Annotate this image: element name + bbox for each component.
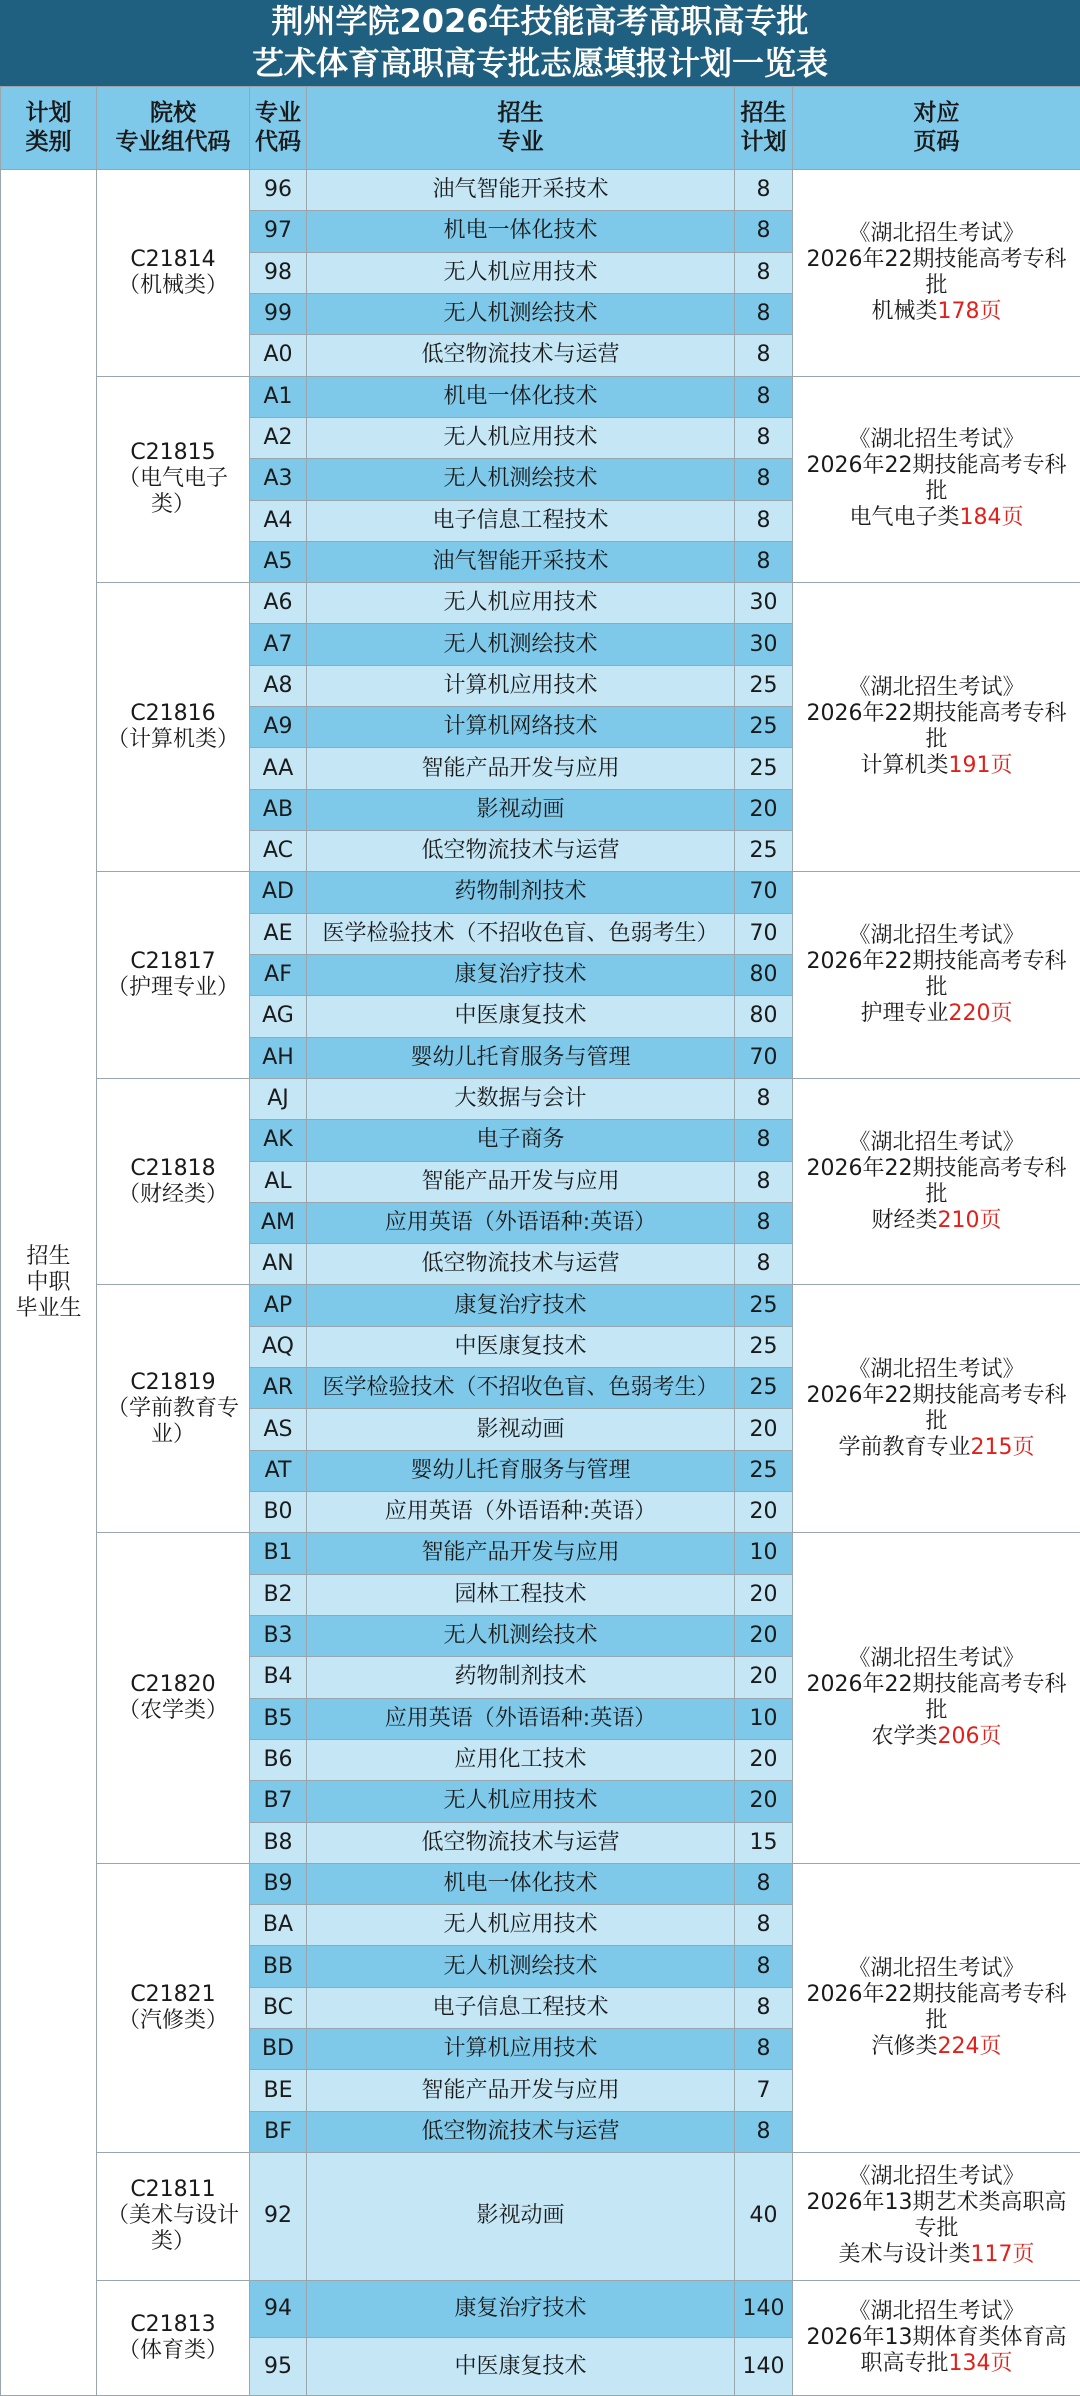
page-number: 134页 [948,2350,1013,2376]
major-code: AT [250,1450,307,1491]
header-group: 院校 专业组代码 [97,87,250,170]
major-name: 计算机网络技术 [307,707,735,748]
major-code: AS [250,1409,307,1450]
major-name: 计算机应用技术 [307,2029,735,2070]
major-name: 电子信息工程技术 [307,1987,735,2028]
major-name: 康复治疗技术 [307,2280,735,2337]
enrollment-count: 8 [735,541,793,582]
plan-category: 招生 中职 毕业生 [1,170,97,2396]
major-code: 94 [250,2280,307,2337]
enrollment-count: 25 [735,1285,793,1326]
major-name: 药物制剂技术 [307,1657,735,1698]
group-code: C21813 （体育类） [97,2280,250,2395]
major-code: B3 [250,1615,307,1656]
enrollment-count: 70 [735,1037,793,1078]
major-code: AB [250,789,307,830]
major-name: 电子商务 [307,1120,735,1161]
major-code: 92 [250,2153,307,2281]
major-code: AC [250,831,307,872]
plan-table-body [1,170,1080,2396]
major-code: AH [250,1037,307,1078]
title-line-1: 荆州学院2026年技能高考高职高专批 [271,2,809,40]
page-reference: 《湖北招生考试》 2026年22期技能高考专科 批 农学类206页 [793,1533,1080,1864]
enrollment-count: 8 [735,1078,793,1119]
major-name: 康复治疗技术 [307,954,735,995]
major-name: 智能产品开发与应用 [307,748,735,789]
table-row [1,1078,1080,1119]
enrollment-count: 8 [735,1987,793,2028]
major-code: 96 [250,170,307,211]
enrollment-count: 25 [735,748,793,789]
major-name: 应用英语（外语语种:英语） [307,1202,735,1243]
major-name: 智能产品开发与应用 [307,2070,735,2111]
major-code: BE [250,2070,307,2111]
page-reference: 《湖北招生考试》 2026年22期技能高考专科 批 护理专业220页 [793,872,1080,1079]
major-name: 低空物流技术与运营 [307,335,735,376]
major-code: AG [250,996,307,1037]
table-row [1,1285,1080,1326]
enrollment-count: 30 [735,583,793,624]
enrollment-count: 20 [735,1615,793,1656]
major-code: 95 [250,2338,307,2396]
major-name: 无人机测绘技术 [307,1615,735,1656]
group-code: C21818 （财经类） [97,1078,250,1285]
enrollment-count: 8 [735,376,793,417]
major-code: B2 [250,1574,307,1615]
page-reference: 《湖北招生考试》 2026年22期技能高考专科 批 汽修类224页 [793,1863,1080,2152]
page-number: 210页 [937,1207,1002,1233]
page-reference: 《湖北招生考试》 2026年22期技能高考专科 批 电气电子类184页 [793,376,1080,583]
major-code: AA [250,748,307,789]
major-name: 机电一体化技术 [307,376,735,417]
major-name: 中医康复技术 [307,1326,735,1367]
page-number: 191页 [948,753,1013,779]
group-code: C21816 （计算机类） [97,583,250,872]
major-code: AK [250,1120,307,1161]
major-name: 低空物流技术与运营 [307,831,735,872]
group-code: C21819 （学前教育专 业） [97,1285,250,1533]
major-name: 机电一体化技术 [307,1863,735,1904]
major-name: 婴幼儿托育服务与管理 [307,1037,735,1078]
major-code: B8 [250,1822,307,1863]
major-name: 电子信息工程技术 [307,500,735,541]
enrollment-count: 7 [735,2070,793,2111]
major-code: 98 [250,252,307,293]
major-code: B0 [250,1492,307,1533]
table-row [1,2280,1080,2337]
major-code: AE [250,913,307,954]
major-name: 影视动画 [307,2153,735,2281]
major-code: A6 [250,583,307,624]
major-name: 低空物流技术与运营 [307,1822,735,1863]
enrollment-count: 140 [735,2280,793,2337]
major-name: 康复治疗技术 [307,1285,735,1326]
enrollment-count: 8 [735,459,793,500]
major-code: AF [250,954,307,995]
page-reference: 《湖北招生考试》 2026年13期艺术类高职高 专批 美术与设计类117页 [793,2153,1080,2281]
enrollment-count: 25 [735,665,793,706]
page-number: 184页 [959,505,1024,531]
major-name: 园林工程技术 [307,1574,735,1615]
major-name: 应用英语（外语语种:英语） [307,1698,735,1739]
header-page: 对应 页码 [793,87,1080,170]
enrollment-count: 8 [735,211,793,252]
major-name: 无人机测绘技术 [307,459,735,500]
page-reference: 《湖北招生考试》 2026年22期技能高考专科 批 财经类210页 [793,1078,1080,1285]
enrollment-count: 140 [735,2338,793,2396]
enrollment-count: 20 [735,1781,793,1822]
page-number: 206页 [937,1724,1002,1750]
enrollment-count: 20 [735,1574,793,1615]
enrollment-count: 80 [735,954,793,995]
enrollment-count: 20 [735,1657,793,1698]
major-code: BC [250,1987,307,2028]
major-code: AQ [250,1326,307,1367]
enrollment-count: 8 [735,1161,793,1202]
table-row [1,1533,1080,1574]
enrollment-count: 20 [735,1739,793,1780]
enrollment-count: 80 [735,996,793,1037]
enrollment-count: 8 [735,1863,793,1904]
major-code: AN [250,1244,307,1285]
major-code: B1 [250,1533,307,1574]
major-name: 药物制剂技术 [307,872,735,913]
major-name: 油气智能开采技术 [307,170,735,211]
major-code: B9 [250,1863,307,1904]
enrollment-count: 25 [735,831,793,872]
major-name: 低空物流技术与运营 [307,2111,735,2152]
enrollment-count: 10 [735,1533,793,1574]
header-row [1,87,1080,170]
major-name: 婴幼儿托育服务与管理 [307,1450,735,1491]
major-code: A7 [250,624,307,665]
enrollment-count: 25 [735,1450,793,1491]
major-name: 中医康复技术 [307,996,735,1037]
enrollment-count: 8 [735,252,793,293]
major-code: BD [250,2029,307,2070]
major-name: 智能产品开发与应用 [307,1533,735,1574]
enrollment-count: 8 [735,2029,793,2070]
table-row [1,583,1080,624]
group-code: C21821 （汽修类） [97,1863,250,2152]
group-code: C21814 （机械类） [97,170,250,377]
page-title [0,0,1080,86]
enrollment-count: 8 [735,417,793,458]
table-row [1,872,1080,913]
major-name: 油气智能开采技术 [307,541,735,582]
major-name: 无人机测绘技术 [307,1946,735,1987]
enrollment-count: 20 [735,1492,793,1533]
major-code: A8 [250,665,307,706]
major-code: A5 [250,541,307,582]
group-code: C21811 （美术与设计 类） [97,2153,250,2281]
title-line-2: 艺术体育高职高专批志愿填报计划一览表 [251,44,828,82]
major-code: A3 [250,459,307,500]
page-reference: 《湖北招生考试》 2026年22期技能高考专科 批 机械类178页 [793,170,1080,377]
major-name: 影视动画 [307,789,735,830]
major-name: 无人机应用技术 [307,252,735,293]
enrollment-count: 10 [735,1698,793,1739]
table-row [1,1863,1080,1904]
header-major: 招生 专业 [307,87,735,170]
enrollment-count: 8 [735,1244,793,1285]
table-row [1,2153,1080,2281]
major-code: A9 [250,707,307,748]
major-code: A1 [250,376,307,417]
major-code: B4 [250,1657,307,1698]
major-code: AJ [250,1078,307,1119]
major-code: BB [250,1946,307,1987]
enrollment-count: 8 [735,335,793,376]
enrollment-count: 20 [735,789,793,830]
major-code: A2 [250,417,307,458]
major-name: 应用化工技术 [307,1739,735,1780]
major-code: B5 [250,1698,307,1739]
plan-table [0,86,1080,2396]
enrollment-count: 40 [735,2153,793,2281]
major-name: 低空物流技术与运营 [307,1244,735,1285]
major-code: A4 [250,500,307,541]
major-name: 计算机应用技术 [307,665,735,706]
header-category: 计划 类别 [1,87,97,170]
major-name: 大数据与会计 [307,1078,735,1119]
enrollment-count: 25 [735,707,793,748]
major-code: AL [250,1161,307,1202]
major-code: B7 [250,1781,307,1822]
major-code: AM [250,1202,307,1243]
major-name: 机电一体化技术 [307,211,735,252]
major-name: 无人机应用技术 [307,417,735,458]
major-name: 影视动画 [307,1409,735,1450]
group-code: C21817 （护理专业） [97,872,250,1079]
major-code: 97 [250,211,307,252]
enrollment-count: 8 [735,500,793,541]
page-number: 220页 [948,1001,1013,1027]
enrollment-count: 8 [735,1905,793,1946]
major-name: 医学检验技术（不招收色盲、色弱考生） [307,913,735,954]
major-name: 无人机测绘技术 [307,293,735,334]
page-reference: 《湖北招生考试》 2026年22期技能高考专科 批 学前教育专业215页 [793,1285,1080,1533]
enrollment-count: 8 [735,170,793,211]
header-count: 招生 计划 [735,87,793,170]
enrollment-count: 8 [735,293,793,334]
major-code: AP [250,1285,307,1326]
enrollment-count: 70 [735,872,793,913]
major-name: 无人机应用技术 [307,1905,735,1946]
major-name: 应用英语（外语语种:英语） [307,1492,735,1533]
major-name: 医学检验技术（不招收色盲、色弱考生） [307,1368,735,1409]
enrollment-count: 25 [735,1368,793,1409]
major-name: 智能产品开发与应用 [307,1161,735,1202]
major-code: AD [250,872,307,913]
major-code: BF [250,2111,307,2152]
group-code: C21815 （电气电子 类） [97,376,250,583]
enrollment-count: 30 [735,624,793,665]
major-code: A0 [250,335,307,376]
page-number: 117页 [970,2242,1035,2268]
major-name: 无人机应用技术 [307,583,735,624]
major-name: 中医康复技术 [307,2338,735,2396]
major-code: BA [250,1905,307,1946]
enrollment-count: 8 [735,2111,793,2152]
major-name: 无人机测绘技术 [307,624,735,665]
enrollment-count: 20 [735,1409,793,1450]
major-code: B6 [250,1739,307,1780]
enrollment-count: 15 [735,1822,793,1863]
major-code: 99 [250,293,307,334]
page-reference: 《湖北招生考试》 2026年13期体育类体育高 职高专批134页 [793,2280,1080,2395]
major-code: AR [250,1368,307,1409]
table-row [1,376,1080,417]
major-name: 无人机应用技术 [307,1781,735,1822]
page-number: 215页 [970,1434,1035,1460]
table-row [1,170,1080,211]
enrollment-count: 70 [735,913,793,954]
group-code: C21820 （农学类） [97,1533,250,1864]
page-reference: 《湖北招生考试》 2026年22期技能高考专科 批 计算机类191页 [793,583,1080,872]
page-number: 178页 [937,298,1002,324]
enrollment-count: 8 [735,1202,793,1243]
enrollment-count: 8 [735,1120,793,1161]
enrollment-count: 25 [735,1326,793,1367]
header-code: 专业 代码 [250,87,307,170]
page-number: 224页 [937,2033,1002,2059]
enrollment-count: 8 [735,1946,793,1987]
